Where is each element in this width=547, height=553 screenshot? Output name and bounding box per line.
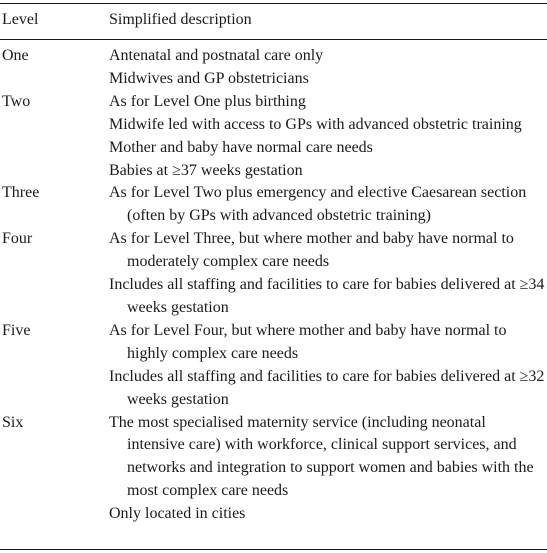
level-cell: Six xyxy=(2,413,24,431)
description-item: Antenatal and postnatal care only xyxy=(109,47,324,64)
description-item: As for Level Three, but where mother and baby have normal to moderately complex care needs xyxy=(109,230,514,271)
description-item: As for Level One plus birthing xyxy=(109,92,306,110)
table-header-rule xyxy=(0,39,547,40)
header-description: Simplified description xyxy=(109,11,252,28)
table-row xyxy=(0,182,547,228)
description-item: As for Level Two plus emergency and elective Caesarean section (often by GPs with advanced obstetric training) xyxy=(109,184,527,225)
description-item: Includes all staffing and facilities to care for babies delivered at ≥34 weeks gestation xyxy=(109,276,545,316)
table-row xyxy=(0,412,547,527)
level-cell: One xyxy=(2,47,29,64)
header-level: Level xyxy=(2,11,39,28)
level-cell: Three xyxy=(2,184,40,202)
table-top-rule xyxy=(0,3,547,4)
level-cell: Two xyxy=(2,92,31,110)
description-cell xyxy=(109,320,546,412)
description-item: The most specialised maternity service (including neonatal intensive care) with workforce, clinical support services, and networks and integration to support women and babies with the most complex care needs xyxy=(109,413,534,500)
description-item: Only located in cities xyxy=(109,505,246,523)
description-item: Midwife led with access to GPs with advanced obstetric training xyxy=(109,115,522,133)
table-row xyxy=(0,45,547,91)
level-cell: Five xyxy=(2,321,31,339)
table-bottom-rule xyxy=(0,549,547,550)
description-item: Includes all staffing and facilities to care for babies delivered at ≥32 weeks gestation xyxy=(109,367,545,408)
description-cell xyxy=(109,412,546,527)
description-item: As for Level Four, but where mother and baby have normal to highly complex care needs xyxy=(109,321,507,362)
description-cell xyxy=(109,228,546,320)
table-row xyxy=(0,228,547,320)
description-cell xyxy=(109,182,546,228)
table-row xyxy=(0,320,547,412)
description-cell xyxy=(109,45,546,91)
description-item: Midwives and GP obstetricians xyxy=(109,69,309,87)
description-item: Mother and baby have normal care needs xyxy=(109,138,373,156)
table-header xyxy=(0,8,547,32)
table-row xyxy=(0,91,547,183)
description-cell xyxy=(109,91,546,183)
table-body xyxy=(0,45,547,526)
level-cell: Four xyxy=(2,230,33,248)
description-item: Babies at ≥37 weeks gestation xyxy=(109,161,303,179)
